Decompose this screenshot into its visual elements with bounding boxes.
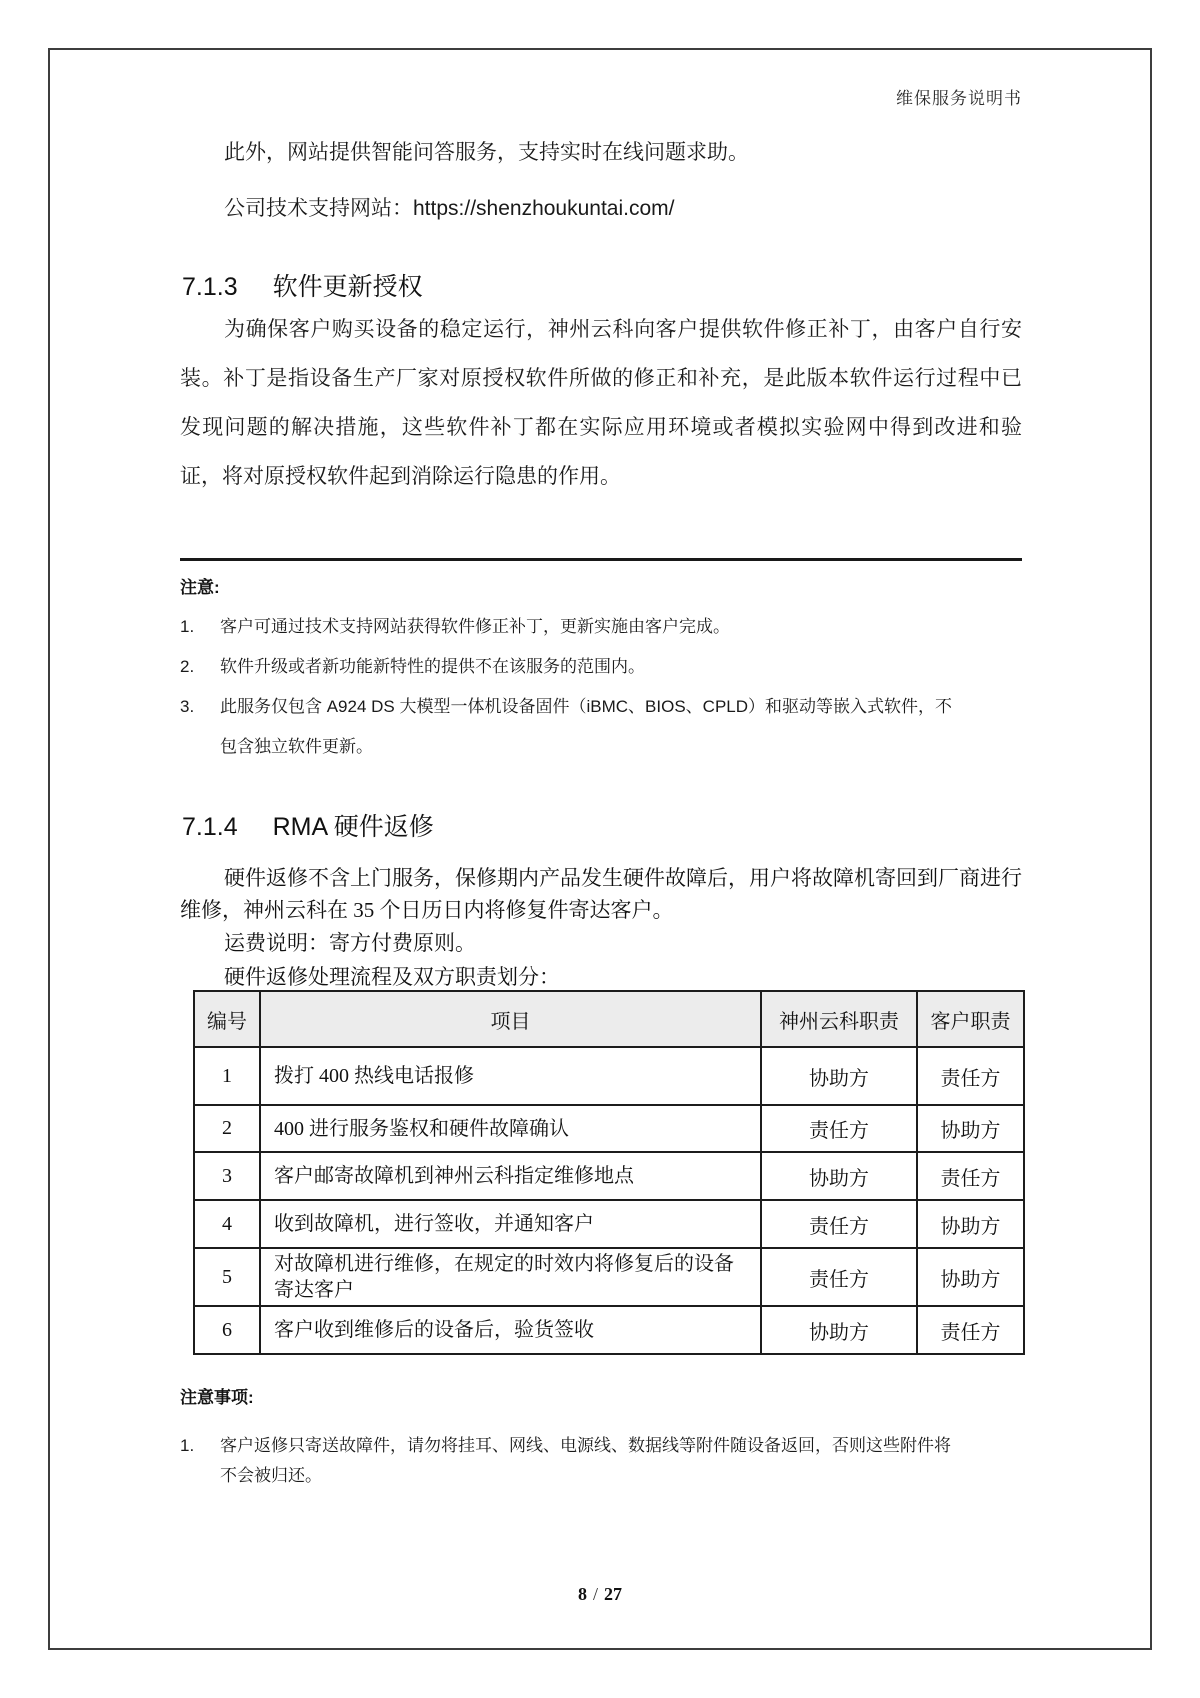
body-line: 硬件返修不含上门服务，保修期内产品发生硬件故障后，用户将故障机寄回到厂商进行 — [224, 866, 1022, 890]
note-label: 注意: — [180, 578, 220, 597]
cell-customer: 协助方 — [917, 1105, 1024, 1152]
list-item — [180, 647, 1032, 687]
table-row — [194, 1306, 1024, 1354]
table-row — [194, 1248, 1024, 1306]
section-714-heading — [182, 812, 434, 842]
cell-item-line: 客户邮寄故障机到神州云科指定维修地点 — [274, 1165, 634, 1187]
list-item-number: 1. — [180, 617, 195, 636]
list-item-text — [220, 687, 1032, 767]
table-row — [194, 1152, 1024, 1200]
column-header-item: 项目 — [260, 991, 761, 1047]
list-item-line: 此服务仅包含 A924 DS 大模型一体机设备固件（iBMC、BIOS、CPLD）和驱动等嵌入式软件，不 — [220, 697, 953, 716]
note-divider-rule — [180, 558, 1022, 561]
list-item-text — [220, 1431, 1032, 1491]
cell-no: 4 — [194, 1200, 260, 1248]
cell-customer: 责任方 — [917, 1152, 1024, 1200]
list-item — [180, 1431, 1032, 1491]
intro-paragraph-2: 公司技术支持网站：https://shenzhoukuntai.com/ — [224, 197, 675, 220]
cell-item — [260, 1152, 761, 1200]
cell-customer: 协助方 — [917, 1200, 1024, 1248]
cell-no: 3 — [194, 1152, 260, 1200]
list-item — [180, 607, 1032, 647]
cell-vendor: 协助方 — [761, 1152, 917, 1200]
list-item — [180, 687, 1032, 767]
body-line: 发现问题的解决措施，这些软件补丁都在实际应用环境或者模拟实验网中得到改进和验 — [180, 416, 1022, 439]
column-header-customer: 客户职责 — [917, 991, 1024, 1047]
body-line: 维修，神州云科在 35 个日历日内将修复件寄达客户。 — [180, 898, 674, 922]
list-item-number: 3. — [180, 697, 195, 716]
cell-vendor: 责任方 — [761, 1248, 917, 1306]
cell-no: 1 — [194, 1047, 260, 1105]
cell-customer: 协助方 — [917, 1248, 1024, 1306]
table-header-row — [194, 991, 1024, 1047]
section-713-heading — [182, 272, 423, 302]
list-item-text — [220, 607, 1032, 647]
cell-item-line: 寄达客户 — [274, 1279, 354, 1301]
page-footer — [0, 1584, 1200, 1605]
list-item-line: 包含独立软件更新。 — [220, 737, 373, 756]
table-row — [194, 1200, 1024, 1248]
freight-note: 运费说明：寄方付费原则。 — [224, 931, 476, 955]
cell-no: 2 — [194, 1105, 260, 1152]
cell-vendor: 协助方 — [761, 1047, 917, 1105]
cell-item — [260, 1047, 761, 1105]
cell-customer: 责任方 — [917, 1047, 1024, 1105]
cell-item — [260, 1248, 761, 1306]
section-713-number: 7.1.3 — [182, 273, 238, 301]
cell-item — [260, 1105, 761, 1152]
notice-label: 注意事项: — [180, 1388, 254, 1407]
cell-item-line: 对故障机进行维修，在规定的时效内将修复后的设备 — [274, 1253, 734, 1275]
section-714-title: RMA 硬件返修 — [272, 813, 434, 841]
cell-vendor: 责任方 — [761, 1105, 917, 1152]
cell-no: 6 — [194, 1306, 260, 1354]
intro-paragraph-1: 此外，网站提供智能问答服务，支持实时在线问题求助。 — [224, 141, 749, 164]
body-line: 装。补丁是指设备生产厂家对原授权软件所做的修正和补充，是此版本软件运行过程中已 — [180, 367, 1022, 390]
page-number-total: 27 — [604, 1584, 622, 1604]
list-item-line: 软件升级或者新功能新特性的提供不在该服务的范围内。 — [220, 657, 645, 676]
rma-responsibility-table — [193, 990, 1025, 1355]
note-list — [180, 607, 1032, 767]
list-item-number: 1. — [180, 1436, 195, 1455]
notice-list — [180, 1431, 1032, 1491]
cell-vendor: 协助方 — [761, 1306, 917, 1354]
section-713-title: 软件更新授权 — [272, 273, 423, 301]
body-line: 证，将对原授权软件起到消除运行隐患的作用。 — [180, 465, 621, 488]
cell-item-line: 拨打 400 热线电话报修 — [274, 1065, 474, 1087]
table-row — [194, 1047, 1024, 1105]
list-item-text — [220, 647, 1032, 687]
page-number-separator: / — [592, 1584, 598, 1604]
body-line: 为确保客户购买设备的稳定运行，神州云科向客户提供软件修正补丁，由客户自行安 — [224, 318, 1022, 341]
list-item-number: 2. — [180, 657, 195, 676]
cell-item — [260, 1306, 761, 1354]
section-713-body — [180, 305, 1022, 501]
cell-item-line: 客户收到维修后的设备后，验货签收 — [274, 1319, 594, 1341]
cell-vendor: 责任方 — [761, 1200, 917, 1248]
section-714-body — [180, 862, 1022, 926]
cell-no: 5 — [194, 1248, 260, 1306]
section-714-number: 7.1.4 — [182, 813, 238, 841]
cell-item-line: 收到故障机，进行签收，并通知客户 — [274, 1213, 594, 1235]
cell-item — [260, 1200, 761, 1248]
list-item-line: 客户可通过技术支持网站获得软件修正补丁，更新实施由客户完成。 — [220, 617, 730, 636]
list-item-line: 客户返修只寄送故障件，请勿将挂耳、网线、电源线、数据线等附件随设备返回，否则这些附件将 — [220, 1436, 951, 1455]
cell-customer: 责任方 — [917, 1306, 1024, 1354]
column-header-no: 编号 — [194, 991, 260, 1047]
list-item-line: 不会被归还。 — [220, 1466, 322, 1485]
running-header-title: 维保服务说明书 — [896, 89, 1022, 108]
cell-item-line: 400 进行服务鉴权和硬件故障确认 — [274, 1117, 569, 1140]
page-number-current: 8 — [577, 1584, 587, 1604]
column-header-vendor: 神州云科职责 — [761, 991, 917, 1047]
table-intro: 硬件返修处理流程及双方职责划分： — [224, 965, 560, 989]
table-row — [194, 1105, 1024, 1152]
